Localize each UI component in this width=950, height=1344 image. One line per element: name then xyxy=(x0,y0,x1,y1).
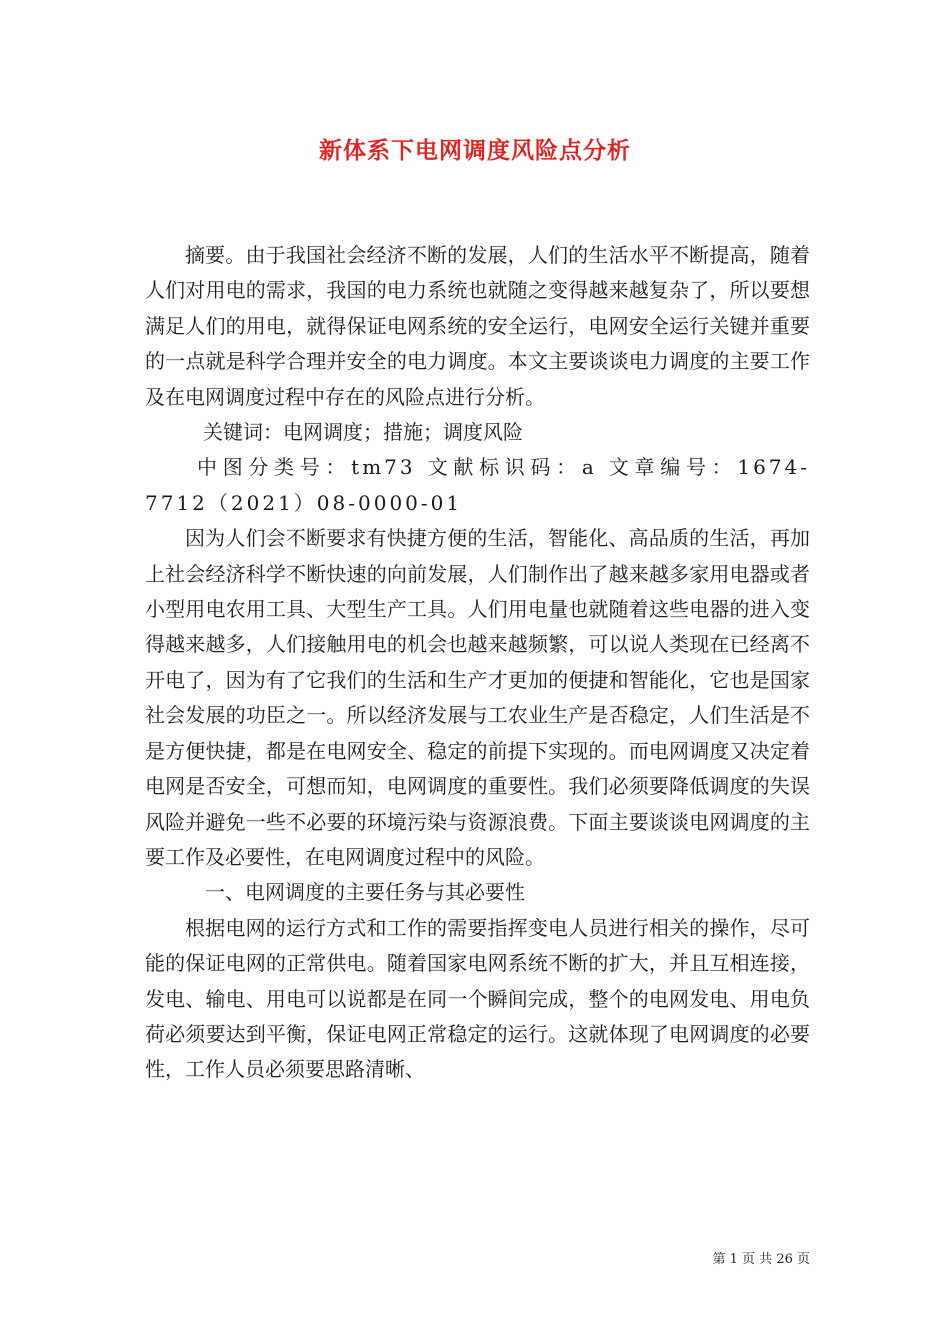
body-paragraph-1: 因为人们会不断要求有快捷方便的生活，智能化、高品质的生活，再加上社会经济科学不断快速的向前发展，人们制作出了越来越多家用电器或者小型用电农用工具、大型生产工具。人们用电量也就随着这些电器的进入变得越来越多，人们接触用电的机会也越来越频繁，可以说人类现在已经离不开电了，因为有了它我们的生活和生产才更加的便捷和智能化，它也是国家社会发展的功臣之一。所以经济发展与工农业生产是否稳定，人们生活是不是方便快捷，都是在电网安全、稳定的前提下实现的。而电网调度又决定着电网是否安全，可想而知，电网调度的重要性。我们必须要降低调度的失误风险并避免一些不必要的环境污染与资源浪费。下面主要谈谈电网调度的主要工作及必要性，在电网调度过程中的风险。 xyxy=(145,526,810,869)
body-paragraph-2: 根据电网的运行方式和工作的需要指挥变电人员进行相关的操作，尽可能的保证电网的正常供电。随着国家电网系统不断的扩大，并且互相连接，发电、输电、用电可以说都是在同一个瞬间完成，整个的电网发电、用电负荷必须要达到平衡，保证电网正常稳定的运行。这就体现了电网调度的必要性，工作人员必须要思路清晰、 xyxy=(145,915,810,1082)
abstract-paragraph: 摘要。由于我国社会经济不断的发展，人们的生活水平不断提高，随着人们对用电的需求，我国的电力系统也就随之变得越来越复杂了，所以要想满足人们的用电，就得保证电网系统的安全运行，电网安全运行关键并重要的一点就是科学合理并安全的电力调度。本文主要谈谈电力调度的主要工作及在电网调度过程中存在的风险点进行分析。 xyxy=(145,243,810,409)
document-body xyxy=(145,238,810,1088)
keywords-line: 关键词：电网调度；措施；调度风险 xyxy=(203,420,523,445)
page-number: 第 1 页 共 26 页 xyxy=(712,1252,810,1267)
document-title: 新体系下电网调度风险点分析 xyxy=(319,137,631,164)
section-heading-1: 一、电网调度的主要任务与其必要性 xyxy=(205,880,525,905)
classification-line: 中图分类号：tm73 文献标识码：a 文章编号：1674-7712（2021）08-0000-01 xyxy=(145,455,810,515)
